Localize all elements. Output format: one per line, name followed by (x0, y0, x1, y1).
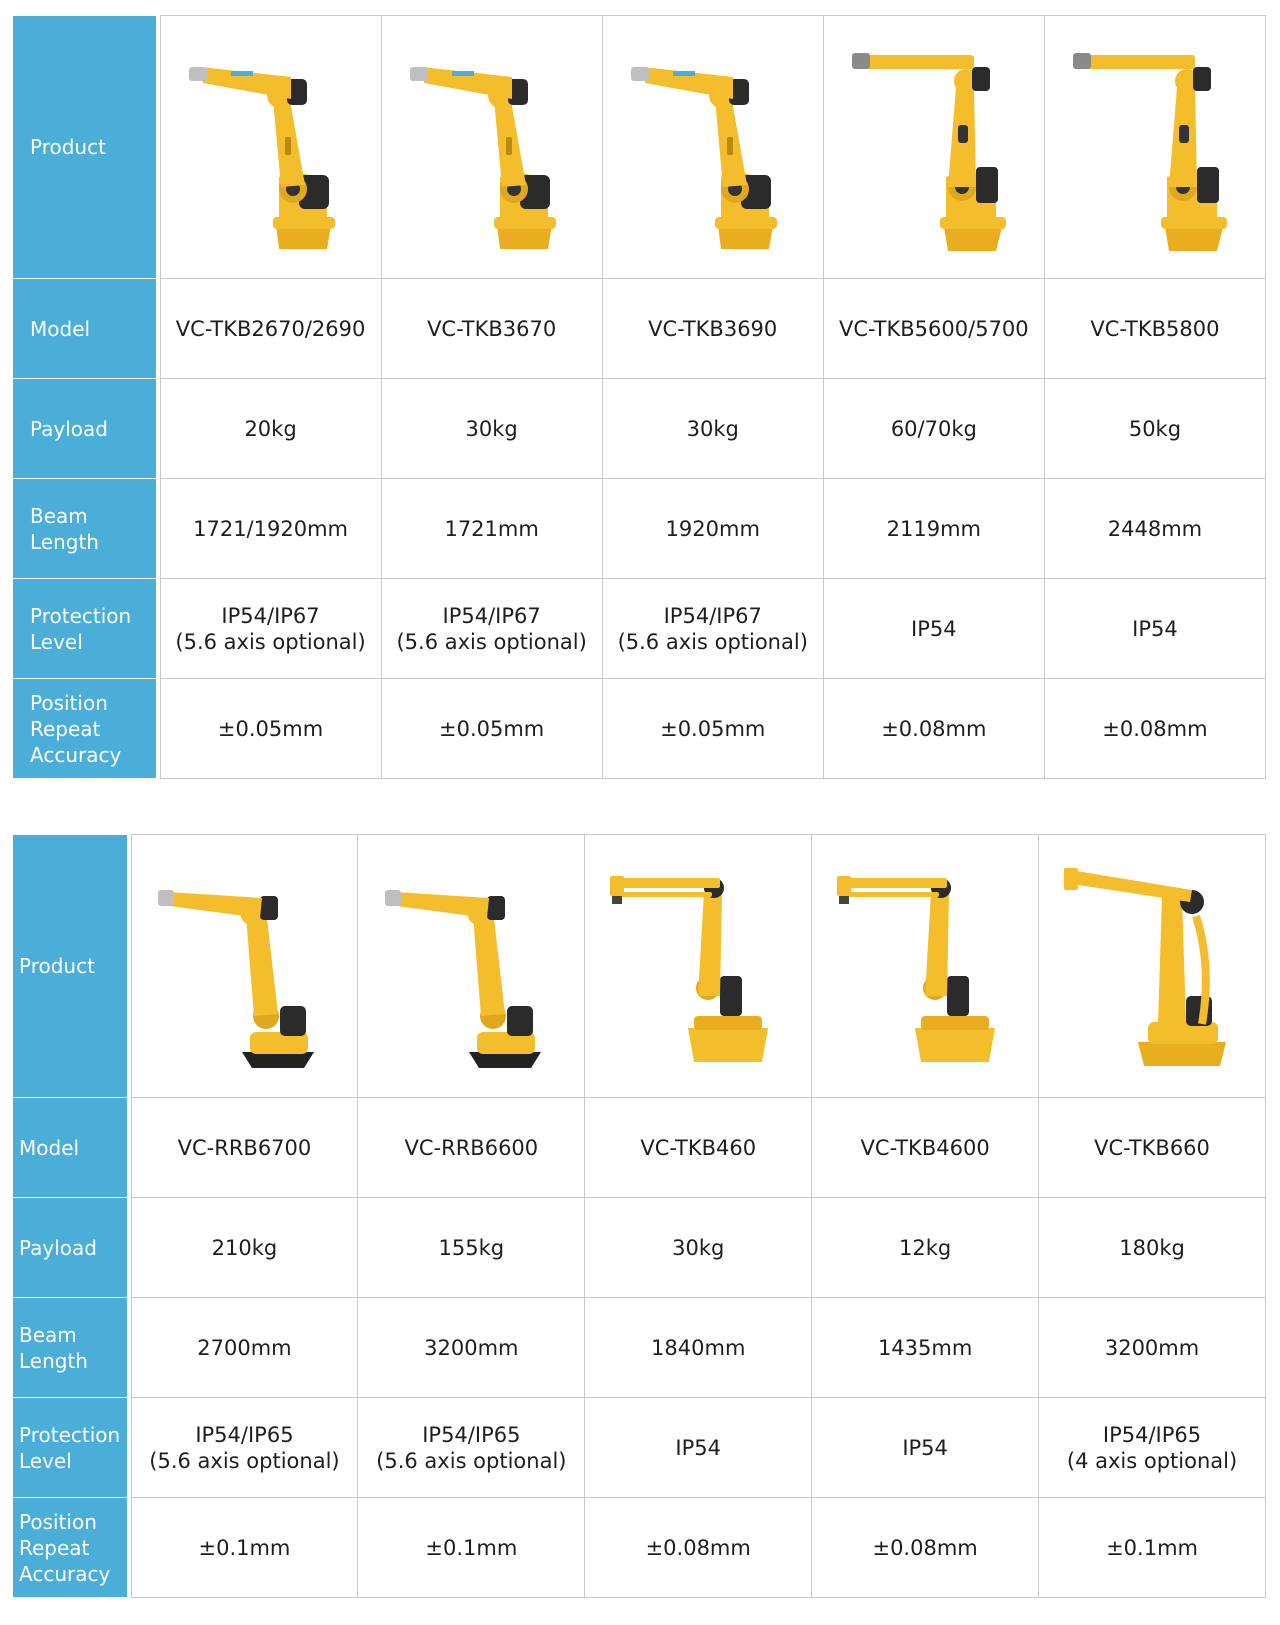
accuracy-value: ±0.1mm (1039, 1498, 1266, 1598)
articulated-robot-icon (402, 37, 582, 257)
product-image-cell (823, 16, 1044, 279)
payload-label: Payload (13, 1198, 127, 1298)
model-value: VC-TKB460 (585, 1098, 812, 1198)
protection-value (160, 579, 381, 679)
model-value: VC-RRB6700 (131, 1098, 358, 1198)
accuracy-label: Position Repeat Accuracy (13, 679, 156, 779)
accuracy-value: ±0.1mm (358, 1498, 585, 1598)
accuracy-value: ±0.08mm (1044, 679, 1265, 779)
accuracy-value: ±0.05mm (160, 679, 381, 779)
product-image-cell (160, 16, 381, 279)
protection-rating: IP54/IP65 (1102, 1422, 1202, 1447)
payload-value: 12kg (812, 1198, 1039, 1298)
product-image-cell (1039, 835, 1266, 1098)
model-value: VC-TKB5600/5700 (823, 279, 1044, 379)
beam-length-value: 1840mm (585, 1298, 812, 1398)
protection-label: Protection Level (13, 1398, 127, 1498)
spec-table-1 (13, 15, 1266, 779)
protection-note: (4 axis optional) (1066, 1448, 1238, 1473)
palletizing-robot-icon (598, 856, 798, 1076)
beam-length-label: Beam Length (13, 1298, 127, 1398)
payload-value: 30kg (585, 1198, 812, 1298)
palletizing-robot-icon (825, 856, 1025, 1076)
articulated-robot-icon (181, 37, 361, 257)
payload-row (13, 1198, 1266, 1298)
protection-note: (5.6 axis optional) (617, 629, 808, 654)
accuracy-value: ±0.08mm (823, 679, 1044, 779)
accuracy-label: Position Repeat Accuracy (13, 1498, 127, 1598)
articulated-robot-icon (1065, 37, 1245, 257)
beam-length-value: 1721/1920mm (160, 479, 381, 579)
beam-length-row (13, 1298, 1266, 1398)
spec-table-2 (13, 834, 1266, 1598)
model-value: VC-TKB5800 (1044, 279, 1265, 379)
accuracy-value: ±0.05mm (602, 679, 823, 779)
protection-note: (5.6 axis optional) (175, 629, 366, 654)
heavy-robot-icon (149, 856, 339, 1076)
protection-row (13, 1398, 1266, 1498)
palletizing-robot-icon (1052, 856, 1252, 1076)
beam-length-label: Beam Length (13, 479, 156, 579)
articulated-robot-icon (844, 37, 1024, 257)
model-value: VC-TKB3690 (602, 279, 823, 379)
model-value: VC-RRB6600 (358, 1098, 585, 1198)
model-value: VC-TKB2670/2690 (160, 279, 381, 379)
protection-label: Protection Level (13, 579, 156, 679)
model-value: VC-TKB660 (1039, 1098, 1266, 1198)
product-image-cell (602, 16, 823, 279)
protection-rating: IP54/IP67 (663, 603, 762, 628)
protection-value (1044, 579, 1265, 679)
protection-value (131, 1398, 358, 1498)
beam-length-value: 1435mm (812, 1298, 1039, 1398)
protection-value (812, 1398, 1039, 1498)
accuracy-value: ±0.08mm (812, 1498, 1039, 1598)
protection-row (13, 579, 1266, 679)
model-row (13, 279, 1266, 379)
payload-value: 155kg (358, 1198, 585, 1298)
beam-length-value: 1721mm (381, 479, 602, 579)
protection-note: (5.6 axis optional) (396, 629, 587, 654)
protection-rating: IP54/IP65 (195, 1422, 294, 1447)
model-row (13, 1098, 1266, 1198)
payload-value: 20kg (160, 379, 381, 479)
product-row (13, 835, 1266, 1098)
heavy-robot-icon (376, 856, 566, 1076)
product-label: Product (13, 16, 156, 279)
payload-row (13, 379, 1266, 479)
beam-length-row (13, 479, 1266, 579)
protection-rating: IP54 (1132, 616, 1178, 641)
payload-value: 50kg (1044, 379, 1265, 479)
product-image-cell (131, 835, 358, 1098)
protection-rating: IP54 (911, 616, 957, 641)
product-image-cell (358, 835, 585, 1098)
model-label: Model (13, 1098, 127, 1198)
product-row (13, 16, 1266, 279)
protection-value (585, 1398, 812, 1498)
product-label: Product (13, 835, 127, 1098)
beam-length-value: 2448mm (1044, 479, 1265, 579)
accuracy-row (13, 1498, 1266, 1598)
accuracy-value: ±0.05mm (381, 679, 602, 779)
model-value: VC-TKB3670 (381, 279, 602, 379)
payload-value: 30kg (381, 379, 602, 479)
product-image-cell (812, 835, 1039, 1098)
protection-value (358, 1398, 585, 1498)
payload-value: 30kg (602, 379, 823, 479)
protection-note: (5.6 axis optional) (149, 1448, 340, 1473)
accuracy-value: ±0.1mm (131, 1498, 358, 1598)
beam-length-value: 1920mm (602, 479, 823, 579)
product-image-cell (381, 16, 602, 279)
accuracy-value: ±0.08mm (585, 1498, 812, 1598)
protection-value (381, 579, 602, 679)
protection-rating: IP54 (902, 1435, 948, 1460)
model-label: Model (13, 279, 156, 379)
accuracy-row (13, 679, 1266, 779)
beam-length-value: 2119mm (823, 479, 1044, 579)
protection-rating: IP54 (675, 1435, 722, 1460)
protection-value (823, 579, 1044, 679)
beam-length-value: 3200mm (1039, 1298, 1266, 1398)
model-value: VC-TKB4600 (812, 1098, 1039, 1198)
protection-note: (5.6 axis optional) (376, 1448, 567, 1473)
protection-rating: IP54/IP67 (442, 603, 541, 628)
payload-value: 60/70kg (823, 379, 1044, 479)
protection-value (1039, 1398, 1266, 1498)
product-image-cell (1044, 16, 1265, 279)
beam-length-value: 2700mm (131, 1298, 358, 1398)
articulated-robot-icon (623, 37, 803, 257)
payload-value: 180kg (1039, 1198, 1266, 1298)
product-image-cell (585, 835, 812, 1098)
payload-label: Payload (13, 379, 156, 479)
protection-rating: IP54/IP67 (221, 603, 320, 628)
protection-rating: IP54/IP65 (422, 1422, 521, 1447)
protection-value (602, 579, 823, 679)
payload-value: 210kg (131, 1198, 358, 1298)
beam-length-value: 3200mm (358, 1298, 585, 1398)
